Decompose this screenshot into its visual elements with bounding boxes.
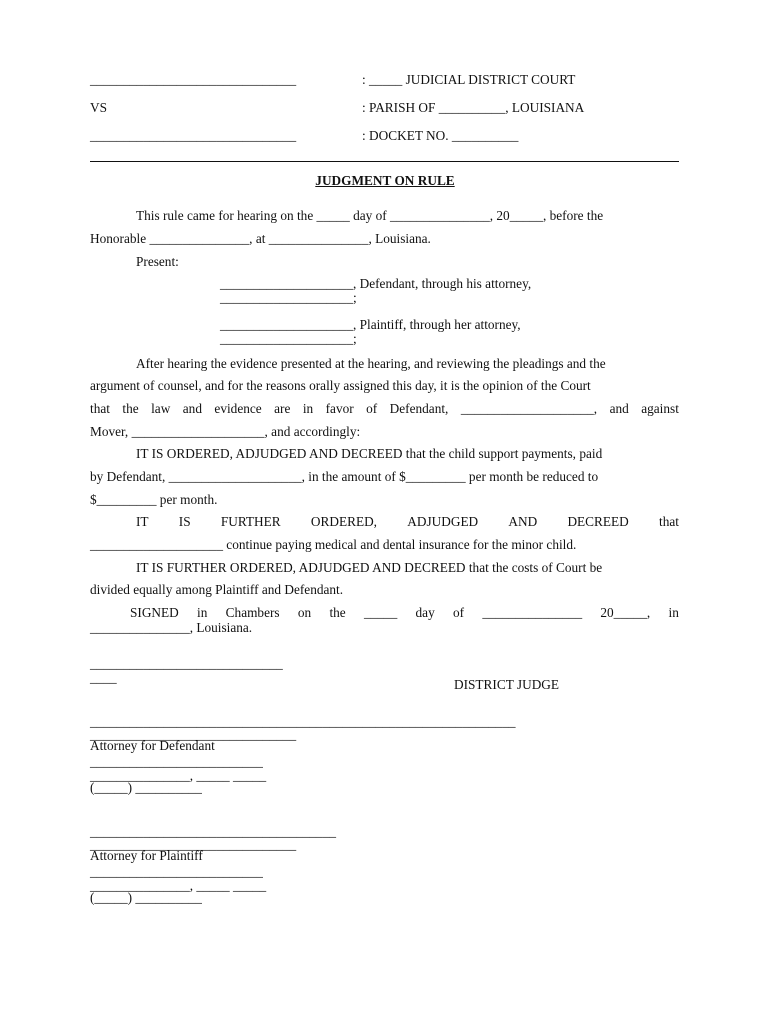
present-label: Present: (136, 254, 179, 269)
hearing-line-2: Honorable _______________, at _______________, Louisiana. (90, 231, 431, 246)
order-insurance-line-2: ____________________ continue paying medical and dental insurance for the minor child. (90, 537, 577, 552)
plaintiff-attorney-address-line: __________________________ (90, 864, 263, 879)
word: ____________________, (460, 401, 598, 416)
defendant-present-line-2: ____________________; (220, 290, 357, 305)
order-child-support-line-1: IT IS ORDERED, ADJUDGED AND DECREED that the child support payments, paid (136, 446, 603, 461)
word: FURTHER (220, 514, 281, 529)
signed-line-1 (130, 605, 679, 621)
caption-vs: VS (90, 100, 107, 115)
word: SIGNED (130, 605, 179, 620)
word: DECREED (567, 514, 629, 529)
word: against (641, 401, 679, 416)
judge-signature-line-continuation: ____ (90, 670, 117, 685)
plaintiff-attorney-city-line: _______________, _____ _____ (90, 878, 267, 893)
word: law (151, 401, 171, 416)
defendant-attorney-phone-line: (_____) __________ (90, 780, 202, 795)
word: in (668, 605, 679, 620)
word: Chambers (225, 605, 280, 620)
signed-line-2: _______________, Louisiana. (90, 620, 253, 635)
caption-plaintiff-line: _______________________________ (90, 72, 297, 87)
order-costs-line-1: IT IS FURTHER ORDERED, ADJUDGED AND DECREED that the costs of Court be (136, 560, 603, 575)
opinion-line-3 (90, 401, 679, 417)
order-costs-line-2: divided equally among Plaintiff and Defendant. (90, 582, 344, 597)
word: IT (136, 514, 149, 529)
plaintiff-present-line-2: ____________________; (220, 331, 357, 346)
defendant-attorney-city-line: _______________, _____ _____ (90, 768, 267, 783)
opinion-line-1: After hearing the evidence presented at the hearing, and reviewing the pleadings and the (136, 356, 606, 371)
caption-court: : _____ JUDICIAL DISTRICT COURT (362, 72, 576, 87)
hearing-line-1: This rule came for hearing on the _____ day of _______________, 20_____, before the (136, 208, 604, 223)
word: 20_____, (600, 605, 651, 620)
defendant-present-line-1: ____________________, Defendant, through his attorney, (220, 276, 532, 291)
word: ADJUDGED (407, 514, 479, 529)
opinion-line-2: argument of counsel, and for the reasons orally assigned this day, it is the opinion of the Court (90, 378, 591, 393)
word: evidence (214, 401, 262, 416)
defendant-attorney-address-line: __________________________ (90, 754, 263, 769)
word: are (274, 401, 291, 416)
caption-divider (90, 161, 679, 162)
caption-docket: : DOCKET NO. __________ (362, 128, 519, 143)
plaintiff-attorney-signature-line: _____________________________________ (90, 824, 336, 839)
word: favor (325, 401, 354, 416)
word: in (302, 401, 314, 416)
order-insurance-line-1 (136, 514, 679, 530)
order-child-support-line-2: by Defendant, ____________________, in the amount of $_________ per month be reduced to (90, 469, 599, 484)
defendant-attorney-signature-line: ________________________________________________________________ (90, 714, 516, 729)
word: that (659, 514, 679, 529)
judge-signature-line: _____________________________ (90, 656, 283, 671)
word: on (297, 605, 312, 620)
word: and (609, 401, 629, 416)
judge-label: DISTRICT JUDGE (454, 677, 560, 692)
defendant-attorney-label: Attorney for Defendant (90, 738, 215, 753)
plaintiff-attorney-label: Attorney for Plaintiff (90, 848, 203, 863)
plaintiff-attorney-phone-line: (_____) __________ (90, 890, 202, 905)
word: AND (508, 514, 538, 529)
plaintiff-present-line-1: ____________________, Plaintiff, through her attorney, (220, 317, 521, 332)
defendant-attorney-name-line: _______________________________ (90, 727, 297, 742)
caption-defendant-line: _______________________________ (90, 128, 297, 143)
word: Defendant, (389, 401, 449, 416)
word: day (415, 605, 435, 620)
word: _____ (363, 605, 398, 620)
caption-parish: : PARISH OF __________, LOUISIANA (362, 100, 585, 115)
word: and (182, 401, 202, 416)
word: that (90, 401, 110, 416)
order-child-support-line-3: $_________ per month. (90, 492, 218, 507)
word: _______________ (482, 605, 583, 620)
word: the (329, 605, 346, 620)
word: IS (178, 514, 191, 529)
word: of (453, 605, 465, 620)
document-title: JUDGMENT ON RULE (315, 173, 455, 188)
word: of (366, 401, 378, 416)
plaintiff-attorney-name-line: _______________________________ (90, 837, 297, 852)
word: the (122, 401, 139, 416)
opinion-line-4: Mover, ____________________, and accordingly: (90, 424, 361, 439)
word: ORDERED, (310, 514, 378, 529)
word: in (197, 605, 208, 620)
